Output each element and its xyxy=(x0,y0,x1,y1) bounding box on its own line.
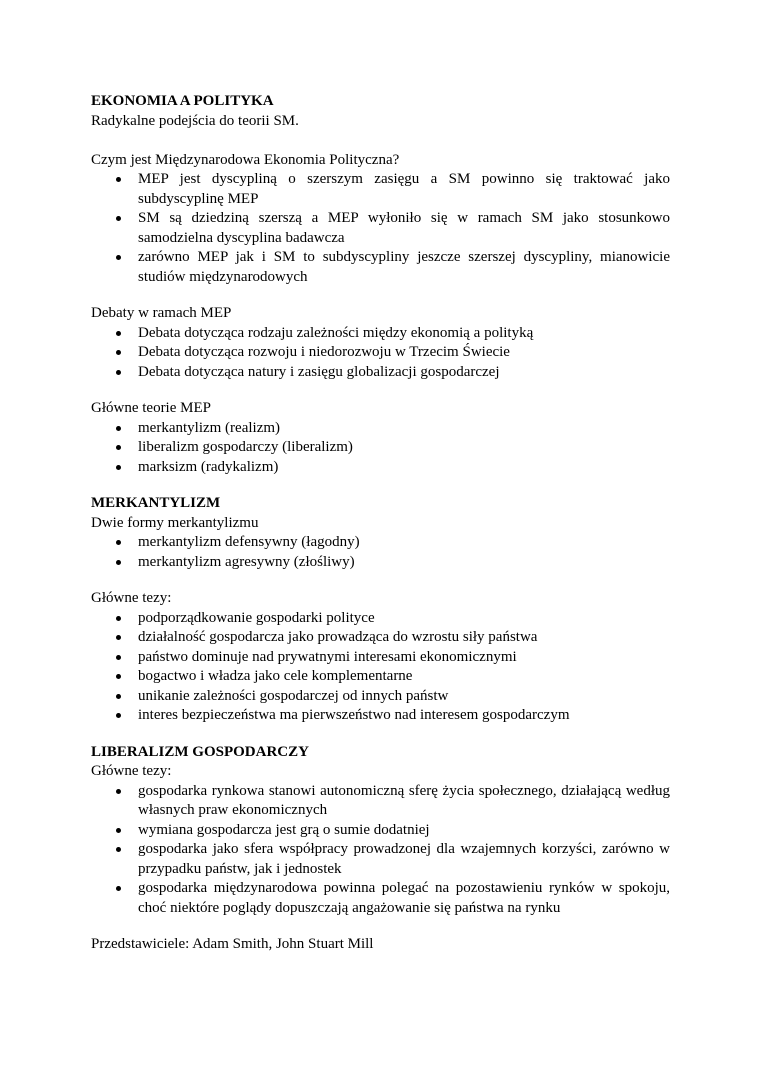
mercantilism-forms-label: Dwie formy merkantylizmu xyxy=(91,514,259,531)
list-item: gospodarka jako sfera współpracy prowadzonej dla wzajemnych korzyści, zarówno w przypadku państw, jak i jednostek xyxy=(138,840,670,879)
list-item: Debata dotycząca natury i zasięgu globalizacji gospodarczej xyxy=(138,363,670,383)
list-item: marksizm (radykalizm) xyxy=(138,458,670,478)
list-item: gospodarka rynkowa stanowi autonomiczną sferę życia społecznego, działającą według własnych praw ekonomicznych xyxy=(138,782,670,821)
mercantilism-heading: MERKANTYLIZM xyxy=(91,495,221,511)
debates-label: Debaty w ramach MEP xyxy=(91,305,232,321)
list-item: SM są dziedziną szerszą a MEP wyłoniło się w ramach SM jako stosunkowo samodzielna dyscyplina badawcza xyxy=(138,209,670,248)
list-item: państwo dominuje nad prywatnymi interesami ekonomicznymi xyxy=(138,648,670,668)
mep-definition-list xyxy=(91,170,670,287)
liberalism-theses-label: Główne tezy: xyxy=(91,763,172,779)
list-item: merkantylizm agresywny (złośliwy) xyxy=(138,553,670,573)
list-item: gospodarka międzynarodowa powinna polegać na pozostawieniu rynków w spokoju, choć niektóre poglądy dopuszczają angażowanie się państwa na rynku xyxy=(138,879,670,918)
list-item: merkantylizm (realizm) xyxy=(138,419,670,439)
theories-label: Główne teorie MEP xyxy=(91,400,211,416)
mercantilism-forms-list xyxy=(91,533,670,572)
list-item: unikanie zależności gospodarczej od innych państw xyxy=(138,687,670,707)
liberalism-representatives: Przedstawiciele: Adam Smith, John Stuart Mill xyxy=(91,936,374,952)
theories-list xyxy=(91,419,670,478)
list-item: Debata dotycząca rozwoju i niedorozwoju w Trzecim Świecie xyxy=(138,343,670,363)
list-item: interes bezpieczeństwa ma pierwszeństwo nad interesem gospodarczym xyxy=(138,706,670,726)
mep-question: Czym jest Międzynarodowa Ekonomia Polityczna? xyxy=(91,151,400,168)
list-item: zarówno MEP jak i SM to subdyscypliny jeszcze szerszej dyscypliny, mianowicie studiów międzynarodowych xyxy=(138,248,670,287)
mercantilism-theses-list xyxy=(91,609,670,726)
list-item: bogactwo i władza jako cele komplementarne xyxy=(138,667,670,687)
list-item: liberalizm gospodarczy (liberalizm) xyxy=(138,438,670,458)
document-title: EKONOMIA A POLITYKA xyxy=(91,93,274,109)
document-subtitle: Radykalne podejścia do teorii SM. xyxy=(91,112,299,129)
debates-list xyxy=(91,324,670,383)
list-item: wymiana gospodarcza jest grą o sumie dodatniej xyxy=(138,821,670,841)
list-item: MEP jest dyscypliną o szerszym zasięgu a SM powinno się traktować jako subdyscyplinę MEP xyxy=(138,170,670,209)
list-item: merkantylizm defensywny (łagodny) xyxy=(138,533,670,553)
list-item: działalność gospodarcza jako prowadząca do wzrostu siły państwa xyxy=(138,628,670,648)
liberalism-theses-list xyxy=(91,782,670,919)
list-item: podporządkowanie gospodarki polityce xyxy=(138,609,670,629)
mercantilism-theses-label: Główne tezy: xyxy=(91,590,172,606)
list-item: Debata dotycząca rodzaju zależności między ekonomią a polityką xyxy=(138,324,670,344)
liberalism-heading: LIBERALIZM GOSPODARCZY xyxy=(91,743,309,760)
